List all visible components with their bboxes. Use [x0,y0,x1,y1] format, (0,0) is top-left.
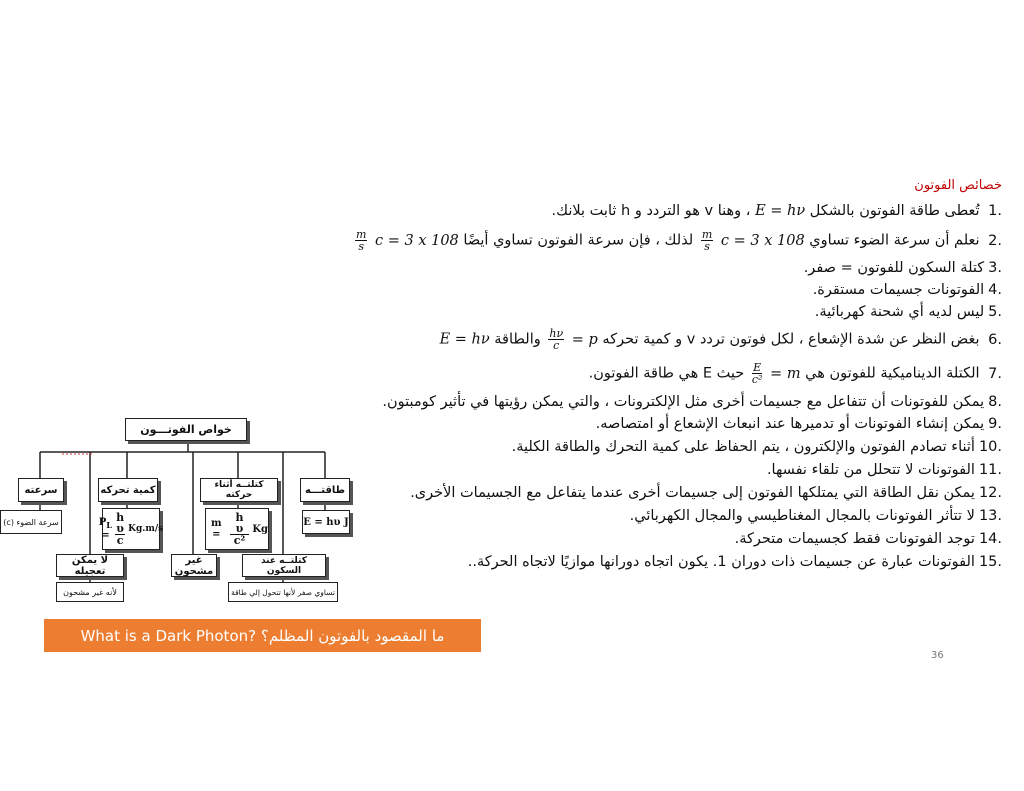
list-item: .9يمكن إنشاء الفوتونات أو تدميرها عند انبعاث الإشعاع أو امتصاصه. [595,416,1002,432]
diagram-root: خواص الفوتـــون [125,418,247,441]
diagram-uncharged: غير مشحون [171,554,217,577]
mass-formula: ‎m = $\frac{E}{\text{c²}}$ [751,361,801,386]
diagram-no-accel-note: لأنه غير مشحون [56,582,124,602]
list-item: .4الفوتونات جسيمات مستقرة. [812,282,1002,298]
list-item: .8يمكن للفوتونات أن تتفاعل مع جسيمات أخرى مثل الإلكترونات ، والتي يمكن رؤيتها في تأثير كومبتون. [382,394,1002,410]
momentum-formula: ‎p = $\frac{h\nu}{c}$ [549,327,598,352]
list-item: .3كتلة السكون للفوتون = صفر. [803,260,1002,276]
diagram-speed-value: سرعة الضوء (c) [0,510,62,534]
list-item: .12يمكن نقل الطاقة التي يمتلكها الفوتون إلى جسيمات أخرى عندما يتفاعل مع الجسيمات الأخرى. [410,485,1002,501]
photon-properties-diagram [0,406,352,612]
list-item: .7 الكتلة الديناميكية للفوتون هي ‎m = $\frac{E}{\text{c²}}$ حيث E هي طاقة الفوتون. [588,361,1002,386]
list-item: .14توجد الفوتونات فقط كجسيمات متحركة. [734,531,1002,547]
energy-formula: ‎E = hν [755,203,806,219]
diagram-moving-mass: كتلتــه أثناء حركته [200,478,278,502]
list-item: .10أثناء تصادم الفوتون والإلكترون ، يتم الحفاظ على كمية التحرك والطاقة الكلية. [511,439,1002,455]
list-item: .2 نعلم أن سرعة الضوء تساوي ‎c = 3 x 108 $\frac{m}{s}$ لذلك ، فإن سرعة الفوتون تساوي أيضًا ‎c = 3 x 108 $\frac{m}{s}$ [352,229,1002,252]
diagram-energy: طاقتـــه [300,478,350,502]
page-number: 36 [931,650,944,661]
list-item: .1 تُعطى طاقة الفوتون بالشكل ‎E = hν ، وهنا v هو التردد و h ثابت بلانك. [551,203,1002,219]
diagram-momentum: كمية تحركه [98,478,158,502]
diagram-rest-mass-note: تساوي صفر لأنها تتحول إلي طاقة [228,582,338,602]
slide-title: خصائص الفوتون [914,178,1002,193]
diagram-no-accel: لا يمكن تعجيله [56,554,124,577]
speed-formula: ‎c = 3 x 108 $\frac{m}{s}$ [701,228,805,253]
list-item: .6 بغض النظر عن شدة الإشعاع ، لكل فوتون تردد v و كمية تحركه ‎p = $\frac{h\nu}{c}$ والطاقة ‎E = hν [439,327,1002,352]
diagram-mass-formula: m = $\frac{\text{h υ}}{\text{c²}}$ Kg [205,508,269,550]
energy-formula: ‎E = hν [439,331,490,348]
list-item: .15الفوتونات عبارة عن جسيمات ذات دوران 1. يكون اتجاه دورانها موازيًا لاتجاه الحركة.. [467,554,1002,570]
diagram-rest-mass: كتلتــه عند السكون [242,554,326,577]
list-item: .11الفوتونات لا تتحلل من تلقاء نفسها. [766,462,1002,478]
diagram-energy-formula: E = hυ J [302,510,350,534]
dark-photon-banner: What is a Dark Photon? ما المقصود بالفوتون المظلم؟ [44,619,481,652]
speed-formula: ‎c = 3 x 108 $\frac{m}{s}$ [355,228,459,253]
diagram-momentum-formula: $P_L$ = $\frac{\text{h υ}}{c}$ Kg.m/s [102,508,160,550]
diagram-speed: سرعته [18,478,64,502]
list-item: .13لا تتأثر الفوتونات بالمجال المغناطيسي والمجال الكهربائي. [629,508,1002,524]
list-item: .5ليس لديه أي شحنة كهربائية. [814,304,1002,320]
